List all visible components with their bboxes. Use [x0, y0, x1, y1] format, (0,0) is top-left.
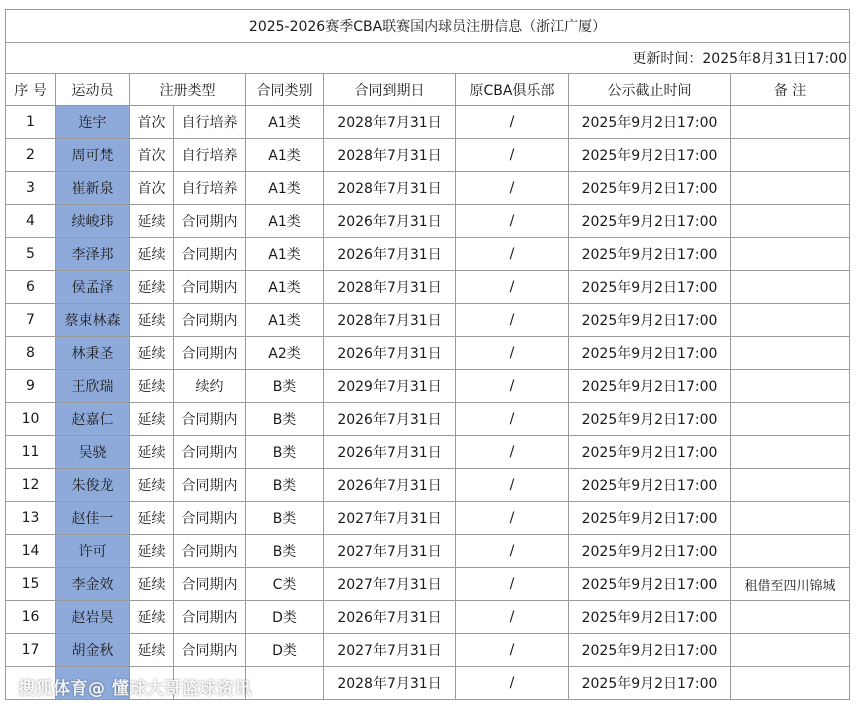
cell-reg-kind: 首次 [130, 172, 174, 205]
cell-deadline: 2025年9月2日17:00 [569, 601, 731, 634]
cell-contract-type: B类 [246, 403, 324, 436]
header-no: 序 号 [6, 74, 56, 106]
cell-note [731, 634, 850, 667]
cell-player: 崔新泉 [56, 172, 130, 205]
cell-contract-type: A1类 [246, 139, 324, 172]
cell-orig-club: / [456, 271, 569, 304]
header-note: 备 注 [731, 74, 850, 106]
header-contract-type: 合同类别 [246, 74, 324, 106]
cell-contract-end: 2027年7月31日 [324, 634, 456, 667]
cell-note [731, 106, 850, 139]
cell-reg-detail: 合同期内 [174, 403, 246, 436]
cell-no: 4 [6, 205, 56, 238]
cell-note: 租借至四川锦城 [731, 568, 850, 601]
cell-note [731, 370, 850, 403]
cell-contract-end: 2028年7月31日 [324, 271, 456, 304]
cell-reg-kind: 首次 [130, 106, 174, 139]
table-row [6, 436, 850, 469]
cell-deadline: 2025年9月2日17:00 [569, 634, 731, 667]
cell-reg-detail: 合同期内 [174, 469, 246, 502]
cell-player: 赵佳一 [56, 502, 130, 535]
cell-contract-end: 2028年7月31日 [324, 106, 456, 139]
cell-no: 11 [6, 436, 56, 469]
watermark: 搜狐体育@ 懂球大哥篮球资讯 [18, 679, 252, 699]
cell-note [731, 271, 850, 304]
cell-reg-detail: 合同期内 [174, 436, 246, 469]
cell-note [731, 469, 850, 502]
cell-contract-end: 2028年7月31日 [324, 667, 456, 700]
cell-orig-club: / [456, 568, 569, 601]
cell-contract-end: 2026年7月31日 [324, 601, 456, 634]
table-row [6, 271, 850, 304]
cell-contract-end: 2027年7月31日 [324, 568, 456, 601]
cell-player: 胡金秋 [56, 634, 130, 667]
cell-no: 10 [6, 403, 56, 436]
cell-contract-type: A1类 [246, 304, 324, 337]
cell-contract-type [246, 667, 324, 700]
cell-reg-kind: 延续 [130, 304, 174, 337]
cell-contract-end: 2028年7月31日 [324, 172, 456, 205]
table-row [6, 601, 850, 634]
cell-no: 14 [6, 535, 56, 568]
cell-reg-detail: 合同期内 [174, 337, 246, 370]
cell-reg-kind: 延续 [130, 601, 174, 634]
cell-contract-type: B类 [246, 436, 324, 469]
cell-contract-type: A1类 [246, 205, 324, 238]
table-row [6, 304, 850, 337]
cell-reg-kind: 延续 [130, 568, 174, 601]
cell-note [731, 535, 850, 568]
cell-reg-kind: 延续 [130, 238, 174, 271]
cell-reg-detail: 合同期内 [174, 535, 246, 568]
cell-reg-kind: 延续 [130, 469, 174, 502]
cell-reg-detail: 合同期内 [174, 502, 246, 535]
table-row [6, 535, 850, 568]
cell-note [731, 238, 850, 271]
cell-no: 7 [6, 304, 56, 337]
cell-contract-end: 2026年7月31日 [324, 436, 456, 469]
cell-note [731, 403, 850, 436]
cell-deadline: 2025年9月2日17:00 [569, 502, 731, 535]
cell-contract-end: 2029年7月31日 [324, 370, 456, 403]
table-row [6, 205, 850, 238]
cell-note [731, 304, 850, 337]
cell-no: 9 [6, 370, 56, 403]
cell-orig-club: / [456, 502, 569, 535]
cell-note [731, 172, 850, 205]
cell-reg-detail: 自行培养 [174, 172, 246, 205]
cell-note [731, 502, 850, 535]
cell-orig-club: / [456, 601, 569, 634]
registration-table [5, 9, 850, 700]
cell-player: 赵嘉仁 [56, 403, 130, 436]
cell-orig-club: / [456, 436, 569, 469]
cell-orig-club: / [456, 370, 569, 403]
cell-reg-kind: 首次 [130, 139, 174, 172]
cell-no: 5 [6, 238, 56, 271]
cell-orig-club: / [456, 337, 569, 370]
cell-reg-kind: 延续 [130, 205, 174, 238]
table-row [6, 238, 850, 271]
cell-no: 1 [6, 106, 56, 139]
header-player: 运动员 [56, 74, 130, 106]
cell-deadline: 2025年9月2日17:00 [569, 139, 731, 172]
cell-contract-end: 2026年7月31日 [324, 469, 456, 502]
cell-player: 侯孟泽 [56, 271, 130, 304]
cell-orig-club: / [456, 403, 569, 436]
cell-contract-type: A1类 [246, 238, 324, 271]
cell-contract-end: 2026年7月31日 [324, 337, 456, 370]
cell-contract-type: B类 [246, 469, 324, 502]
cell-player: 王欣瑞 [56, 370, 130, 403]
cell-reg-kind: 延续 [130, 271, 174, 304]
table-title: 2025-2026赛季CBA联赛国内球员注册信息（浙江广厦） [6, 10, 850, 43]
table-row [6, 568, 850, 601]
cell-reg-detail: 合同期内 [174, 304, 246, 337]
cell-note [731, 139, 850, 172]
table-row [6, 172, 850, 205]
cell-orig-club: / [456, 634, 569, 667]
cell-no: 3 [6, 172, 56, 205]
cell-deadline: 2025年9月2日17:00 [569, 238, 731, 271]
cell-contract-type: D类 [246, 634, 324, 667]
header-orig-club: 原CBA俱乐部 [456, 74, 569, 106]
cell-orig-club: / [456, 172, 569, 205]
cell-orig-club: / [456, 106, 569, 139]
cell-reg-detail: 合同期内 [174, 205, 246, 238]
cell-note [731, 667, 850, 700]
cell-player: 吴骁 [56, 436, 130, 469]
cell-deadline: 2025年9月2日17:00 [569, 106, 731, 139]
table-row [6, 469, 850, 502]
cell-reg-kind: 延续 [130, 535, 174, 568]
table-row [6, 403, 850, 436]
cell-contract-type: B类 [246, 502, 324, 535]
cell-reg-detail: 合同期内 [174, 238, 246, 271]
cell-no: 12 [6, 469, 56, 502]
cell-player: 林秉圣 [56, 337, 130, 370]
cell-player: 周可梵 [56, 139, 130, 172]
table-row [6, 370, 850, 403]
cell-player: 续峻玮 [56, 205, 130, 238]
cell-orig-club: / [456, 469, 569, 502]
cell-no [6, 667, 56, 700]
cell-contract-end: 2026年7月31日 [324, 238, 456, 271]
cell-player: 连宇 [56, 106, 130, 139]
cell-orig-club: / [456, 304, 569, 337]
cell-deadline: 2025年9月2日17:00 [569, 172, 731, 205]
cell-contract-type: A1类 [246, 271, 324, 304]
cell-contract-end: 2028年7月31日 [324, 304, 456, 337]
cell-deadline: 2025年9月2日17:00 [569, 667, 731, 700]
cell-reg-kind: 延续 [130, 370, 174, 403]
table-row [6, 139, 850, 172]
cell-contract-type: D类 [246, 601, 324, 634]
cell-orig-club: / [456, 535, 569, 568]
cell-player: 蔡束林森 [56, 304, 130, 337]
cell-orig-club: / [456, 139, 569, 172]
cell-deadline: 2025年9月2日17:00 [569, 403, 731, 436]
cell-note [731, 436, 850, 469]
registration-sheet [5, 9, 850, 700]
cell-note [731, 601, 850, 634]
cell-note [731, 205, 850, 238]
cell-reg-kind: 延续 [130, 502, 174, 535]
cell-reg-kind: 延续 [130, 337, 174, 370]
cell-contract-type: A2类 [246, 337, 324, 370]
cell-orig-club: / [456, 205, 569, 238]
table-row [6, 502, 850, 535]
table-row [6, 667, 850, 700]
cell-contract-end: 2026年7月31日 [324, 205, 456, 238]
cell-player: 许可 [56, 535, 130, 568]
cell-note [731, 337, 850, 370]
cell-reg-kind [130, 667, 174, 700]
cell-contract-type: A1类 [246, 172, 324, 205]
cell-deadline: 2025年9月2日17:00 [569, 304, 731, 337]
cell-reg-detail: 自行培养 [174, 139, 246, 172]
header-deadline: 公示截止时间 [569, 74, 731, 106]
cell-reg-detail: 合同期内 [174, 601, 246, 634]
cell-player: 李金效 [56, 568, 130, 601]
table-row [6, 337, 850, 370]
cell-reg-kind: 延续 [130, 403, 174, 436]
cell-contract-type: A1类 [246, 106, 324, 139]
cell-reg-kind: 延续 [130, 436, 174, 469]
cell-player: 朱俊龙 [56, 469, 130, 502]
cell-no: 15 [6, 568, 56, 601]
cell-contract-type: B类 [246, 370, 324, 403]
header-contract-end: 合同到期日 [324, 74, 456, 106]
cell-deadline: 2025年9月2日17:00 [569, 337, 731, 370]
cell-no: 8 [6, 337, 56, 370]
cell-contract-end: 2027年7月31日 [324, 535, 456, 568]
cell-no: 6 [6, 271, 56, 304]
cell-no: 16 [6, 601, 56, 634]
cell-reg-kind: 延续 [130, 634, 174, 667]
cell-deadline: 2025年9月2日17:00 [569, 205, 731, 238]
cell-reg-detail: 续约 [174, 370, 246, 403]
header-reg-type: 注册类型 [130, 74, 246, 106]
update-time: 更新时间：2025年8月31日17:00 [6, 43, 850, 74]
cell-no: 2 [6, 139, 56, 172]
header-row [6, 74, 850, 106]
cell-contract-end: 2028年7月31日 [324, 139, 456, 172]
cell-contract-end: 2026年7月31日 [324, 403, 456, 436]
table-row [6, 106, 850, 139]
cell-player [56, 667, 130, 700]
cell-contract-end: 2027年7月31日 [324, 502, 456, 535]
cell-reg-detail: 合同期内 [174, 271, 246, 304]
cell-reg-detail: 自行培养 [174, 106, 246, 139]
cell-player: 李泽邦 [56, 238, 130, 271]
table-row [6, 634, 850, 667]
cell-deadline: 2025年9月2日17:00 [569, 370, 731, 403]
cell-deadline: 2025年9月2日17:00 [569, 271, 731, 304]
cell-deadline: 2025年9月2日17:00 [569, 568, 731, 601]
cell-player: 赵岩昊 [56, 601, 130, 634]
cell-contract-type: B类 [246, 535, 324, 568]
cell-no: 17 [6, 634, 56, 667]
cell-deadline: 2025年9月2日17:00 [569, 469, 731, 502]
cell-deadline: 2025年9月2日17:00 [569, 535, 731, 568]
cell-orig-club: / [456, 238, 569, 271]
cell-orig-club: / [456, 667, 569, 700]
cell-reg-detail: 合同期内 [174, 568, 246, 601]
cell-reg-detail [174, 667, 246, 700]
cell-contract-type: C类 [246, 568, 324, 601]
cell-no: 13 [6, 502, 56, 535]
cell-deadline: 2025年9月2日17:00 [569, 436, 731, 469]
cell-reg-detail: 合同期内 [174, 634, 246, 667]
